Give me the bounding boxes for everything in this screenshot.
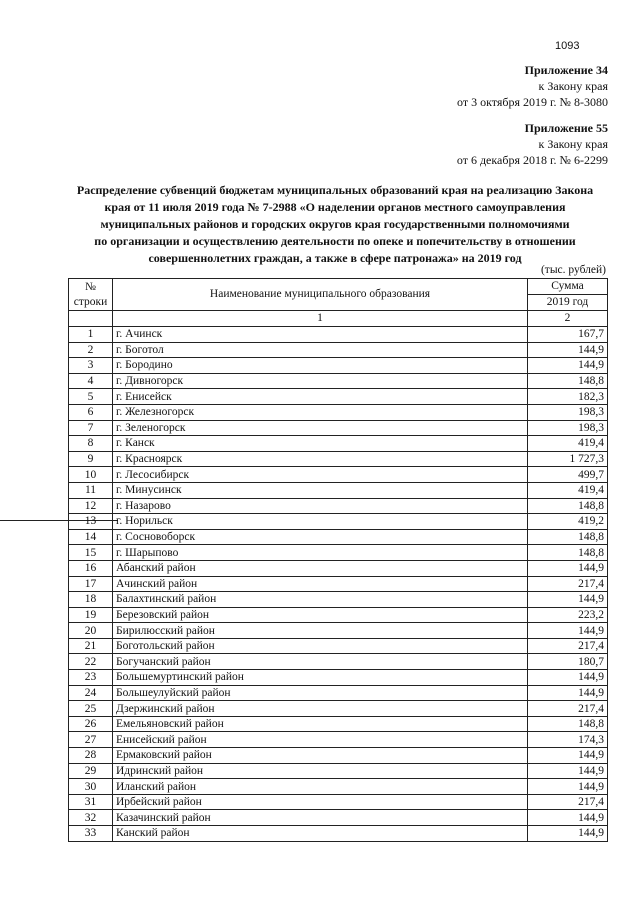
row-name: г. Сосновоборск — [113, 529, 528, 545]
header-name: Наименование муниципального образования — [113, 279, 528, 311]
row-amount: 144,9 — [528, 748, 608, 764]
row-number: 18 — [69, 592, 113, 608]
row-name: г. Ачинск — [113, 327, 528, 343]
row-name: Дзержинский район — [113, 701, 528, 717]
table-row — [69, 436, 608, 452]
title-line: совершеннолетних граждан, а также в сфере патронажа» на 2019 год — [148, 251, 522, 265]
row-name: Бирилюсский район — [113, 623, 528, 639]
row-name: Балахтинский район — [113, 592, 528, 608]
title-line: по организации и осуществлению деятельности по опеке и попечительству в отношении — [94, 234, 576, 248]
row-name: Березовский район — [113, 607, 528, 623]
table-row — [69, 607, 608, 623]
table-row — [69, 389, 608, 405]
table-row — [69, 654, 608, 670]
row-amount: 223,2 — [528, 607, 608, 623]
title-line: Распределение субвенций бюджетам муниципальных образований края на реализацию Закона — [76, 183, 594, 197]
row-name: Большемуртинский район — [113, 670, 528, 686]
table-row — [69, 685, 608, 701]
row-number: 19 — [69, 607, 113, 623]
table-row — [69, 358, 608, 374]
subvention-table — [68, 278, 608, 842]
row-number: 9 — [69, 451, 113, 467]
row-amount: 217,4 — [528, 794, 608, 810]
table-row — [69, 467, 608, 483]
row-number: 17 — [69, 576, 113, 592]
row-number: 15 — [69, 545, 113, 561]
header-col-1: 1 — [113, 311, 528, 327]
row-number: 7 — [69, 420, 113, 436]
attachment-law-ref: к Закону края — [538, 79, 608, 93]
row-number: 13 — [69, 514, 113, 530]
row-number: 8 — [69, 436, 113, 452]
row-number: 31 — [69, 794, 113, 810]
table-row — [69, 420, 608, 436]
row-amount: 148,8 — [528, 716, 608, 732]
row-number: 2 — [69, 342, 113, 358]
row-amount: 1 727,3 — [528, 451, 608, 467]
table-row — [69, 482, 608, 498]
row-number: 22 — [69, 654, 113, 670]
row-number: 23 — [69, 670, 113, 686]
row-number: 20 — [69, 623, 113, 639]
row-number: 4 — [69, 373, 113, 389]
row-amount: 180,7 — [528, 654, 608, 670]
row-name: Боготольский район — [113, 638, 528, 654]
title-line: края от 11 июля 2019 года № 7-2988 «О наделении органов местного самоуправления — [104, 200, 566, 214]
units-label: (тыс. рублей) — [540, 264, 606, 276]
row-amount: 144,9 — [528, 670, 608, 686]
table-row — [69, 576, 608, 592]
row-name: г. Красноярск — [113, 451, 528, 467]
row-amount: 144,9 — [528, 810, 608, 826]
attachment-date: от 3 октября 2019 г. № 8-3080 — [456, 95, 608, 109]
row-number: 14 — [69, 529, 113, 545]
row-amount: 499,7 — [528, 467, 608, 483]
row-amount: 144,9 — [528, 826, 608, 842]
document-title — [70, 182, 600, 267]
row-amount: 419,4 — [528, 482, 608, 498]
row-number: 27 — [69, 732, 113, 748]
row-name: г. Енисейск — [113, 389, 528, 405]
row-amount: 144,9 — [528, 685, 608, 701]
header-year: 2019 год — [528, 295, 608, 311]
row-amount: 144,9 — [528, 779, 608, 795]
row-amount: 148,8 — [528, 373, 608, 389]
row-number: 1 — [69, 327, 113, 343]
row-amount: 144,9 — [528, 358, 608, 374]
row-number: 11 — [69, 482, 113, 498]
row-name: Емельяновский район — [113, 716, 528, 732]
row-name: Енисейский район — [113, 732, 528, 748]
table-row — [69, 545, 608, 561]
table-row — [69, 763, 608, 779]
row-name: Казачинский район — [113, 810, 528, 826]
row-number: 12 — [69, 498, 113, 514]
row-number: 29 — [69, 763, 113, 779]
row-name: г. Бородино — [113, 358, 528, 374]
header-num-symbol: № — [85, 280, 96, 293]
row-name: Идринский район — [113, 763, 528, 779]
table-row — [69, 794, 608, 810]
row-number: 10 — [69, 467, 113, 483]
row-name: г. Минусинск — [113, 482, 528, 498]
row-name: г. Железногорск — [113, 404, 528, 420]
row-name: Большеулуйский район — [113, 685, 528, 701]
table-row — [69, 451, 608, 467]
row-amount: 144,9 — [528, 592, 608, 608]
row-name: Ачинский район — [113, 576, 528, 592]
table-row — [69, 810, 608, 826]
page-number: 1093 — [555, 40, 580, 52]
row-amount: 148,8 — [528, 529, 608, 545]
row-name: г. Лесосибирск — [113, 467, 528, 483]
attachment-title: Приложение 55 — [524, 121, 608, 135]
table-row — [69, 592, 608, 608]
row-number: 21 — [69, 638, 113, 654]
row-name: г. Боготол — [113, 342, 528, 358]
table-row — [69, 404, 608, 420]
table-row — [69, 560, 608, 576]
table-row — [69, 779, 608, 795]
table-header-row — [69, 279, 608, 295]
attachment-34 — [457, 62, 608, 110]
table-row — [69, 342, 608, 358]
row-amount: 217,4 — [528, 638, 608, 654]
attachment-title: Приложение 34 — [524, 63, 608, 77]
row-number: 30 — [69, 779, 113, 795]
table-row — [69, 623, 608, 639]
row-amount: 174,3 — [528, 732, 608, 748]
row-number: 3 — [69, 358, 113, 374]
table-row — [69, 498, 608, 514]
table-row — [69, 373, 608, 389]
header-row-number — [69, 279, 113, 311]
row-name: Канский район — [113, 826, 528, 842]
row-name: Ермаковский район — [113, 748, 528, 764]
row-name: Ирбейский район — [113, 794, 528, 810]
row-amount: 144,9 — [528, 342, 608, 358]
row-amount: 167,7 — [528, 327, 608, 343]
row-number: 16 — [69, 560, 113, 576]
row-name: г. Зеленогорск — [113, 420, 528, 436]
row-number: 32 — [69, 810, 113, 826]
row-amount: 217,4 — [528, 576, 608, 592]
row-name: г. Дивногорск — [113, 373, 528, 389]
attachment-law-ref: к Закону края — [538, 137, 608, 151]
row-number: 33 — [69, 826, 113, 842]
row-amount: 198,3 — [528, 404, 608, 420]
row-amount: 148,8 — [528, 498, 608, 514]
title-line: муниципальных районов и городских округов края государственными полномочиями — [100, 217, 570, 231]
table-row — [69, 514, 608, 530]
row-number: 25 — [69, 701, 113, 717]
row-amount: 144,9 — [528, 763, 608, 779]
table-row — [69, 748, 608, 764]
attachment-55 — [457, 120, 608, 168]
header-num-label: строки — [73, 295, 108, 308]
header-col-2: 2 — [528, 311, 608, 327]
table-row — [69, 701, 608, 717]
row-number: 24 — [69, 685, 113, 701]
row-number: 26 — [69, 716, 113, 732]
row-name: г. Назарово — [113, 498, 528, 514]
row-name: Иланский район — [113, 779, 528, 795]
header-sum: Сумма — [528, 279, 608, 295]
row-amount: 419,4 — [528, 436, 608, 452]
row-number: 6 — [69, 404, 113, 420]
attachment-date: от 6 декабря 2018 г. № 6-2299 — [456, 153, 608, 167]
row-amount: 419,2 — [528, 514, 608, 530]
row-amount: 144,9 — [528, 623, 608, 639]
table-row — [69, 732, 608, 748]
table-row — [69, 327, 608, 343]
row-amount: 182,3 — [528, 389, 608, 405]
row-amount: 148,8 — [528, 545, 608, 561]
table-row — [69, 716, 608, 732]
row-name: г. Норильск — [113, 514, 528, 530]
table-row — [69, 826, 608, 842]
row-number: 5 — [69, 389, 113, 405]
row-amount: 217,4 — [528, 701, 608, 717]
header-col-blank — [69, 311, 113, 327]
row-amount: 144,9 — [528, 560, 608, 576]
row-amount: 198,3 — [528, 420, 608, 436]
table-row — [69, 638, 608, 654]
row-name: Богучанский район — [113, 654, 528, 670]
row-name: Абанский район — [113, 560, 528, 576]
table-column-number-row — [69, 311, 608, 327]
row-number: 28 — [69, 748, 113, 764]
table-row — [69, 670, 608, 686]
row-name: г. Канск — [113, 436, 528, 452]
row-name: г. Шарыпово — [113, 545, 528, 561]
table-row — [69, 529, 608, 545]
